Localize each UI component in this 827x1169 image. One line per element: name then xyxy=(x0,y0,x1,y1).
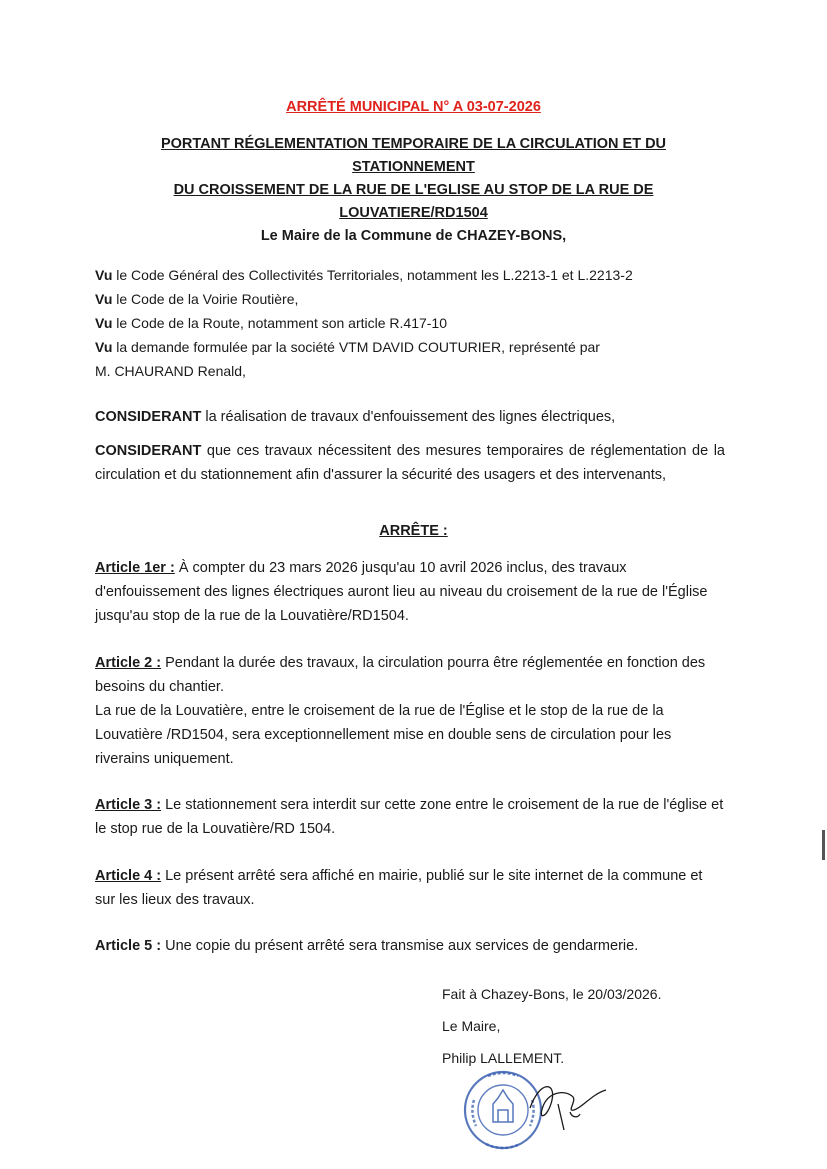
article-2 xyxy=(95,651,725,771)
article-3 xyxy=(95,793,725,841)
vu-text: la demande formulée par la société VTM DAVID COUTURIER, représenté par xyxy=(112,339,600,355)
mayor-line: Le Maire de la Commune de CHAZEY-BONS, xyxy=(260,228,567,244)
legal-basis-list xyxy=(95,263,735,383)
signature-name: Philip LALLEMENT. xyxy=(442,1050,565,1066)
vu-text: le Code de la Route, notamment son article R.417-10 xyxy=(112,315,448,331)
article-label: Article 4 : xyxy=(95,868,162,884)
signature-place-date: Fait à Chazey-Bons, le 20/03/2026. xyxy=(442,986,662,1002)
heading-line-1: PORTANT RÉGLEMENTATION TEMPORAIRE DE LA CIRCULATION ET DU xyxy=(160,136,667,152)
heading-line-3: DU CROISSEMENT DE LA RUE DE L'EGLISE AU STOP DE LA RUE DE xyxy=(173,182,654,198)
legal-basis-item xyxy=(95,287,735,311)
signature-role: Le Maire, xyxy=(442,1018,501,1034)
considerant-2 xyxy=(95,439,725,487)
seal-emblem xyxy=(493,1090,513,1122)
legal-basis-item xyxy=(95,359,735,383)
article-5 xyxy=(95,934,725,958)
article-4 xyxy=(95,864,725,912)
article-text: Pendant la durée des travaux, la circulation pourra être réglementée en fonction des besoins du chantier. xyxy=(95,655,706,695)
arrete-title: ARRÊTE : xyxy=(379,523,448,539)
scan-edge-mark xyxy=(822,830,825,860)
decree-reference: ARRÊTÉ MUNICIPAL N° A 03-07-2026 xyxy=(286,99,541,115)
article-text: Le présent arrêté sera affiché en mairie, publié sur le site internet de la commune et sur les lieux des travaux. xyxy=(95,868,703,908)
article-text: Le stationnement sera interdit sur cette zone entre le croisement de la rue de l'église et le stop rue de la Louvatière/RD 1504. xyxy=(95,797,724,837)
heading-line-2: STATIONNEMENT xyxy=(352,159,475,175)
article-label: Article 1er : xyxy=(95,560,175,576)
article-text: À compter du 23 mars 2026 jusqu'au 10 avril 2026 inclus, des travaux d'enfouissement des lignes électriques auront lieu au niveau du croisement de la rue de l'Église jusqu'au stop de la rue de la Louvatière/RD1504. xyxy=(95,560,708,624)
article-1 xyxy=(95,556,725,628)
vu-keyword: Vu xyxy=(95,339,113,355)
vu-text: M. CHAURAND Renald, xyxy=(95,363,246,379)
article-text-continued: La rue de la Louvatière, entre le croisement de la rue de l'Église et le stop de la rue de la Louvatière /RD1504, sera exceptionnellement mise en double sens de circulation pour les riverains uniquement. xyxy=(95,703,672,767)
considerant-1 xyxy=(95,405,725,429)
legal-basis-item xyxy=(95,263,735,287)
mayor-seal-and-signature xyxy=(460,1060,610,1160)
decree-heading xyxy=(120,133,707,248)
legal-basis-item xyxy=(95,335,735,359)
article-label: Article 3 : xyxy=(95,797,162,813)
vu-keyword: Vu xyxy=(95,291,113,307)
vu-text: le Code Général des Collectivités Territoriales, notamment les L.2213-1 et L.2213-2 xyxy=(112,267,633,283)
article-text: Une copie du présent arrêté sera transmise aux services de gendarmerie. xyxy=(161,938,639,954)
considerant-keyword: CONSIDERANT xyxy=(95,409,202,425)
heading-line-4: LOUVATIERE/RD1504 xyxy=(339,205,488,221)
vu-keyword: Vu xyxy=(95,267,113,283)
considerant-text: que ces travaux nécessitent des mesures temporaires de réglementation de la circulation et du stationnement afin d'assurer la sécurité des usagers et des intervenants, xyxy=(95,443,725,483)
article-label: Article 2 : xyxy=(95,655,162,671)
vu-text: le Code de la Voirie Routière, xyxy=(112,291,299,307)
article-label: Article 5 : xyxy=(95,938,162,954)
considerant-text: la réalisation de travaux d'enfouissement des lignes électriques, xyxy=(201,409,616,425)
legal-basis-item xyxy=(95,311,735,335)
considerant-keyword: CONSIDERANT xyxy=(95,443,202,459)
vu-keyword: Vu xyxy=(95,315,113,331)
